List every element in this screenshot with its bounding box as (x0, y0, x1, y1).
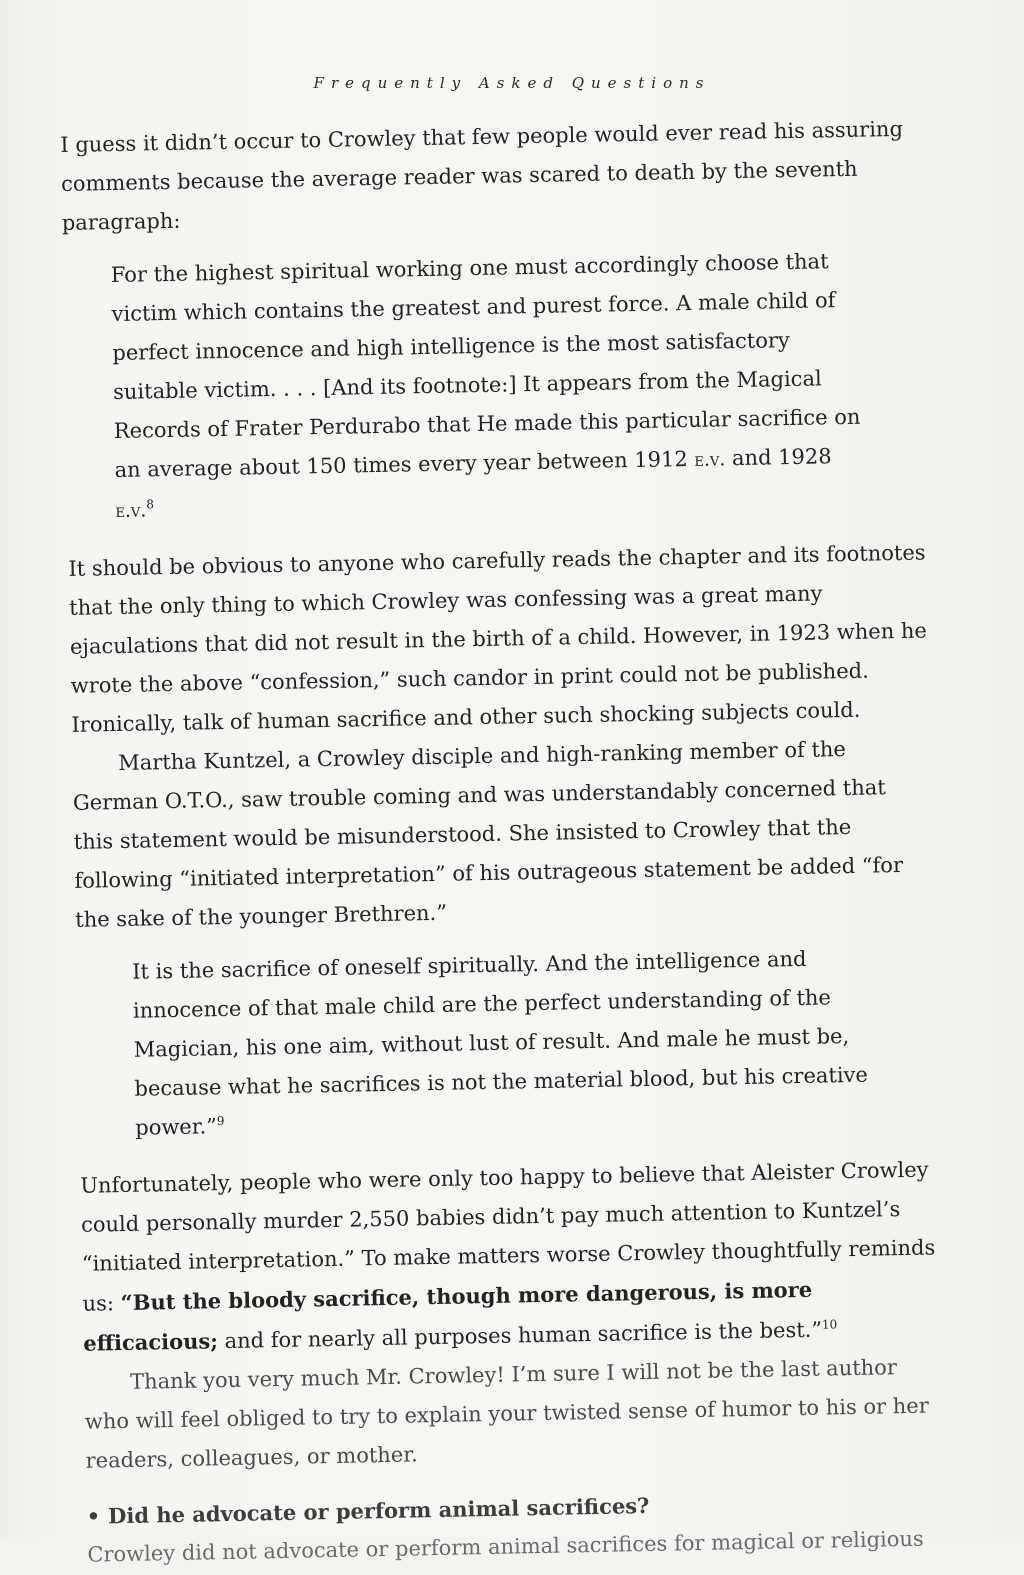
era-abbrev-1: e.v. (694, 448, 726, 471)
block-quote-interpretation (132, 938, 894, 1148)
footnote-ref-8: 8 (146, 497, 155, 512)
bold-quote: “But the bloody sacrifice, though more dangerous, is more efficacious; (83, 1276, 813, 1356)
page-body (60, 110, 946, 1575)
block-quote-sacrifice (111, 242, 874, 532)
footnote-ref-9: 9 (216, 1114, 225, 1129)
paragraph-text: Unfortunately, people who were only too happy to believe that Aleister Crowley could personally murder 2,550 babies didn’t pay much attention to Kuntzel’s “initiated interpretation.” To make matters worse Crowley thoughtfully reminds us: (80, 1157, 936, 1316)
block-quote-mid: and 1928 (725, 444, 832, 471)
paragraph-obvious: It should be obvious to anyone who carefully reads the chapter and its footnotes that the only thing to which Crowley was confessing was a great many ejaculations that did not result in the birth of a child. However, in 1923 when he wrote the above “confession,” such candor in print could not be published. Ironically, talk of human sacrifice and other such shocking subjects could. (68, 540, 928, 737)
footnote-ref-10: 10 (821, 1317, 838, 1332)
paragraph-unfortunately (80, 1150, 942, 1363)
paragraph-answer: Crowley did not advocate or perform animal sacrifices for magical or religious (87, 1526, 924, 1567)
faq-question-text: Did he advocate or perform animal sacrifices? (107, 1492, 650, 1529)
block-quote-text: For the highest spiritual working one must accordingly choose that victim which contains the greatest and purest force. A male child of perfect innocence and high intelligence is the most satisfactory suitable victim. . . . [And its footnote:] It appears from the Magical Records of Frater Perdurabo that He made this particular sacrifice on an average about 150 times every year between 1912 (110, 249, 861, 483)
paragraph-thank-you: Thank you very much Mr. Crowley! I’m sure I will not be the last author who will feel obliged to try to explain your twisted sense of humor to his or her readers, colleagues, or mother. (84, 1355, 929, 1473)
block-quote-text: It is the sacrifice of oneself spiritually. And the intelligence and innocence of that male child are the perfect understanding of the Magician, his one aim, without lust of result. And male he must be, because what he sacrifices is not the material blood, but his creative power.” (132, 946, 869, 1140)
bullet-icon: • (86, 1503, 101, 1529)
paragraph-text-rest: and for nearly all purposes human sacrifice is the best.” (217, 1317, 823, 1354)
running-head: Frequently Asked Questions (313, 74, 711, 92)
paragraph-intro: I guess it didn’t occur to Crowley that few people would ever read his assuring comments because the average reader was scared to death by the seventh paragraph: (60, 116, 904, 235)
era-abbrev-2: e.v. (115, 499, 147, 523)
paragraph-kuntzel: Martha Kuntzel, a Crowley disciple and high-ranking member of the German O.T.O., saw trouble coming and was understandably concerned that this statement would be misunderstood. She insisted to Crowley that the following “initiated interpretation” of his outrageous statement be added “for the sake of the younger Brethren.” (72, 737, 904, 932)
